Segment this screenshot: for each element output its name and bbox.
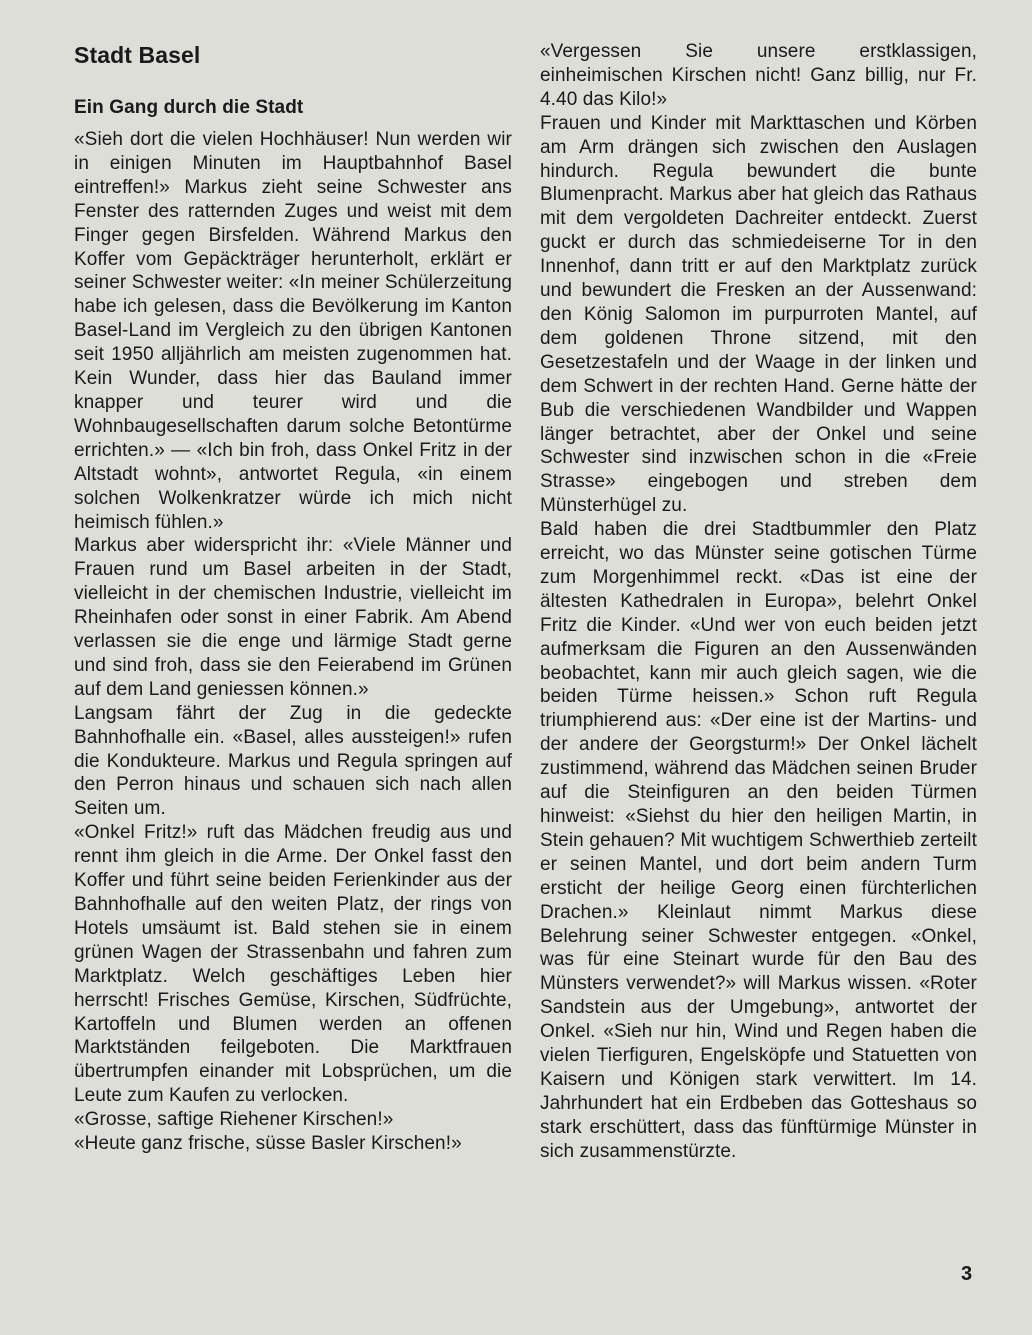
section-title: Stadt Basel bbox=[74, 42, 201, 68]
paragraph: Bald haben die drei Stadtbummler den Platz erreicht, wo das Münster seine gotischen Türme zum Morgenhimmel reckt. «Das ist eine der ältesten Kathedralen in Europa», belehrt Onkel Fritz die Kinder. «Und wer von euch beiden jetzt aufmerksam die Figuren an den Aussenwänden beobachtet, kann mir auch gleich sagen, wie die beiden Türme heissen.» Schon ruft Regula triumphierend aus: «Der eine ist der Martins- und der andere der Georgsturm!» Der Onkel lächelt zustimmend, während das Mädchen seinen Bruder auf die Steinfiguren an den beiden Türmen hinweist: «Siehst du hier den heiligen Martin, in Stein gehauen? Mit wuchtigem Schwerthieb zerteilt er seinen Mantel, und dort beim andern Turm ersticht der heilige Georg einen fürchterlichen Drachen.» Kleinlaut nimmt Markus diese Belehrung seiner Schwester entgegen. «Onkel, was für eine Steinart wurde für den Bau des Münsters verwendet?» will Markus wissen. «Roter Sandstein aus der Umgebung», antwortet der Onkel. «Sieh nur hin, Wind und Regen haben die vielen Tierfiguren, Engelsköpfe und Statuetten von Kaisern und Königen stark verwittert. Im 14. Jahrhundert hat ein Erdbeben das Gotteshaus so stark erschüttert, dass das fünftürmige Münster in sich zusammenstürzte. bbox=[540, 519, 977, 1162]
paragraph: «Sieh dort die vielen Hochhäuser! Nun werden wir in einigen Minuten im Hauptbahnhof Basel eintreffen!» Markus zieht seine Schwester ans Fenster des ratternden Zuges und weist mit dem Finger gegen Birsfelden. Während Markus den Koffer vom Gepäckträger herunterholt, erklärt er seiner Schwester weiter: «In meiner Schülerzeitung habe ich gelesen, dass die Bevölkerung im Kanton Basel-Land im Vergleich zu den übrigen Kantonen seit 1950 alljährlich am meisten zugenommen hat. Kein Wunder, dass hier das Bauland immer knapper und teurer wird und die Wohnbaugesellschaften darum solche Betontürme errichten.» — «Ich bin froh, dass Onkel Fritz in der Altstadt wohnt», antwortet Regula, «in einem solchen Wolkenkratzer würde ich mich nicht heimisch fühlen.» bbox=[74, 129, 512, 533]
paragraph: Langsam fährt der Zug in die gedeckte Bahnhofhalle ein. «Basel, alles aussteigen!» rufen die Kondukteure. Markus und Regula springen auf den Perron hinaus und schauen sich nach allen Seiten um. bbox=[74, 702, 512, 820]
left-column bbox=[74, 40, 512, 1156]
page-number: 3 bbox=[961, 1263, 973, 1285]
paragraph: «Onkel Fritz!» ruft das Mädchen freudig aus und rennt ihm gleich in die Arme. Der Onkel fasst den Koffer und führt seine beiden Ferienkinder aus der Bahnhofhalle auf den weiten Platz, der rings von Hotels umsäumt ist. Bald stehen sie in einem grünen Wagen der Strassenbahn und fahren zum Marktplatz. Welch geschäftiges Leben hier herrscht! Frisches Gemüse, Kirschen, Südfrüchte, Kartoffeln und Blumen werden an offenen Marktständen feilgeboten. Die Marktfrauen übertrumpfen einander mit Lobsprüchen, um die Leute zum Kaufen zu verlocken. bbox=[74, 822, 512, 1107]
paragraph: «Heute ganz frische, süsse Basler Kirschen!» bbox=[74, 1133, 462, 1155]
paragraph: Markus aber widerspricht ihr: «Viele Männer und Frauen rund um Basel arbeiten in der Stadt, vielleicht in der chemischen Industrie, vielleicht im Rheinhafen oder sonst in einer Fabrik. Am Abend verlassen sie die enge und lärmige Stadt gerne und sind froh, dass sie den Feierabend im Grünen auf dem Land geniessen können.» bbox=[74, 535, 512, 700]
paragraph: «Grosse, saftige Riehener Kirschen!» bbox=[74, 1109, 394, 1131]
article-subtitle: Ein Gang durch die Stadt bbox=[74, 97, 304, 118]
right-column bbox=[540, 40, 977, 1164]
paragraph: «Vergessen Sie unsere erstklassigen, einheimischen Kirschen nicht! Ganz billig, nur Fr. 4.40 das Kilo!» bbox=[540, 41, 977, 110]
paragraph: Frauen und Kinder mit Markttaschen und Körben am Arm drängen sich zwischen den Auslagen hindurch. Regula bewundert die bunte Blumenpracht. Markus aber hat gleich das Rathaus mit dem vergoldeten Dachreiter entdeckt. Zuerst guckt er durch das schmiedeiserne Tor in den Innenhof, dann tritt er auf den Marktplatz zurück und bewundert die Fresken an der Aussenwand: den König Salomon im purpurroten Mantel, auf dem goldenen Throne sitzend, mit den Gesetzestafeln und der Waage in der linken und dem Schwert in der rechten Hand. Gerne hätte der Bub die verschiedenen Wandbilder und Wappen länger betrachtet, aber der Onkel und seine Schwester sind inzwischen schon in die «Freie Strasse» eingebogen und streben dem Münsterhügel zu. bbox=[540, 112, 977, 517]
